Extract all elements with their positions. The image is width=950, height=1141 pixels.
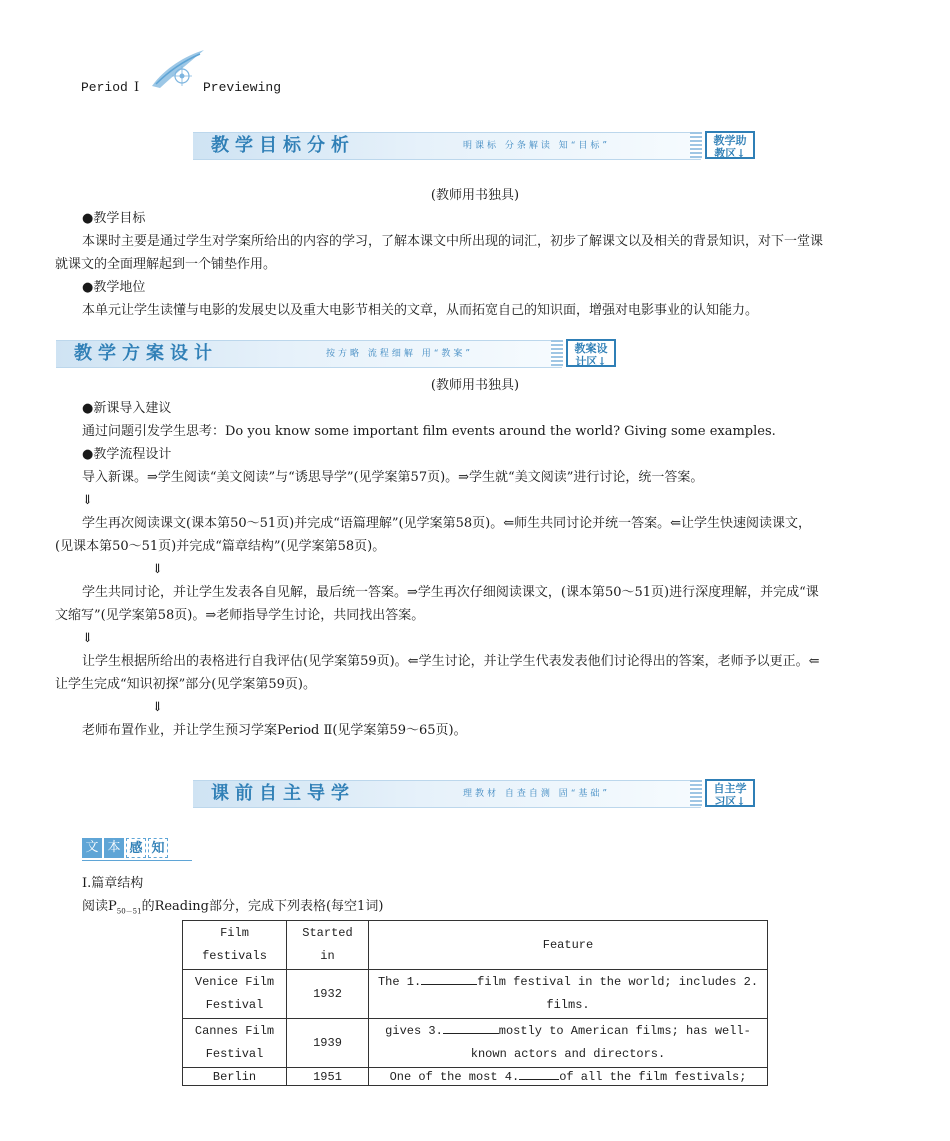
header-cell: Feature — [369, 921, 768, 970]
period-label: Period — [81, 80, 128, 95]
banner-title: 教学方案设计 — [74, 343, 218, 364]
compass-logo-icon — [150, 48, 205, 96]
header-cell: Film festivals — [183, 921, 287, 970]
tag-line-2: 教区↓ — [714, 147, 746, 160]
chip: 知 — [148, 838, 168, 858]
flow-arrow-1: ⇓ — [82, 493, 93, 508]
instruction-sub: 50－51 — [116, 907, 142, 916]
festival-feature — [369, 1019, 768, 1068]
tag-line-1: 教案设 — [574, 342, 608, 355]
banner-stripes — [690, 780, 702, 806]
flow-step-2-line-2: (见课本第50～51页)并完成“篇章结构”(见学案第58页)。 — [55, 539, 386, 554]
status-heading: ●教学地位 — [82, 280, 146, 295]
table-row — [183, 1019, 768, 1068]
chip: 本 — [104, 838, 124, 858]
instruction-pre: 阅读P — [82, 899, 117, 914]
table-row — [183, 1068, 768, 1086]
blank-3[interactable] — [443, 1033, 499, 1034]
banner-tag — [705, 131, 755, 159]
festival-year: 1951 — [287, 1068, 369, 1086]
flow-arrow-4: ⇓ — [152, 700, 163, 715]
festival-name: Venice Film Festival — [183, 970, 287, 1019]
tag-line-2: 习区↓ — [714, 795, 746, 808]
table-header-row — [183, 921, 768, 970]
festival-feature — [369, 1068, 768, 1086]
festival-year: 1932 — [287, 970, 369, 1019]
flow-step-4-line-1: 让学生根据所给出的表格进行自我评估(见学案第59页)。⇐学生讨论，并让学生代表发表他们讨论得出的答案，老师予以更正。⇐ — [82, 654, 820, 669]
flow-arrow-3: ⇓ — [82, 631, 93, 646]
banner-tag — [566, 339, 616, 367]
goal-heading: ●教学目标 — [82, 211, 146, 226]
feature-text: known actors and directors. — [470, 1047, 666, 1061]
teacher-note: (教师用书独具) — [430, 188, 520, 203]
flow-step-3-line-2: 文缩写”(见学案第58页)。⇒老师指导学生讨论，共同找出答案。 — [55, 608, 425, 623]
chip: 文 — [82, 838, 102, 858]
flow-step-2-line-1: 学生再次阅读课文(课本第50～51页)并完成“语篇理解”(见学案第58页)。⇐师生共同讨论并统一答案。⇐让学生快速阅读课文， — [82, 516, 811, 531]
tag-line-1: 自主学 — [713, 782, 747, 795]
feature-text: The 1. — [377, 975, 422, 989]
feature-text: films. — [546, 998, 590, 1012]
text-perception-label — [82, 838, 170, 858]
period-title: Previewing — [203, 80, 282, 95]
festival-year: 1939 — [287, 1019, 369, 1068]
flow-step-4-line-2: 让学生完成“知识初探”部分(见学案第59页)。 — [55, 677, 316, 692]
blank-4[interactable] — [519, 1079, 559, 1080]
banner-stripes — [690, 132, 702, 158]
feature-text: film festival in the world; includes 2. — [477, 975, 759, 989]
flow-arrow-2: ⇓ — [152, 562, 163, 577]
festival-name: Berlin — [183, 1068, 287, 1086]
banner-motto: 明课标 分条解读 知“目标” — [463, 141, 610, 151]
banner-tag — [705, 779, 755, 807]
goal-text-line-1: 本课时主要是通过学生对学案所给出的内容的学习，了解本课文中所出现的词汇，初步了解课文以及相关的背景知识，对下一堂课 — [82, 234, 824, 249]
film-festival-table — [182, 920, 768, 1086]
banner-self-study — [193, 780, 701, 808]
flow-step-1: 导入新课。⇒学生阅读“美文阅读”与“诱思导学”(见学案第57页)。⇒学生就“美文阅读”进行讨论，统一答案。 — [82, 470, 704, 485]
banner-stripes — [551, 340, 563, 366]
chip-underline — [82, 860, 192, 861]
feature-text: One of the most 4. — [389, 1070, 520, 1084]
feature-text: gives 3. — [385, 1024, 443, 1038]
banner-teaching-plan — [56, 340, 562, 368]
intro-text: 通过问题引发学生思考：Do you know some important film events around the world? Giving some examples. — [82, 424, 776, 439]
header-cell: Started in — [287, 921, 369, 970]
part-heading: Ⅰ.篇章结构 — [82, 876, 144, 891]
teacher-note: (教师用书独具) — [430, 378, 520, 393]
instruction-post: 的Reading部分，完成下列表格(每空1词) — [141, 899, 384, 914]
banner-motto: 按方略 流程细解 用“教案” — [326, 349, 473, 359]
banner-title: 教学目标分析 — [211, 135, 355, 156]
table-row — [183, 970, 768, 1019]
goal-text-line-2: 就课文的全面理解起到一个铺垫作用。 — [55, 257, 277, 272]
blank-1[interactable] — [421, 984, 477, 985]
feature-text: of all the film festivals; — [559, 1070, 747, 1084]
feature-text: mostly to American films; has well- — [498, 1024, 751, 1038]
flow-step-3-line-1: 学生共同讨论，并让学生发表各自见解，最后统一答案。⇒学生再次仔细阅读课文，(课本第50～51页)进行深度理解，并完成“课 — [82, 585, 819, 600]
flow-step-5: 老师布置作业，并让学生预习学案Period Ⅱ(见学案第59～65页)。 — [82, 723, 467, 738]
banner-teaching-goals — [193, 132, 701, 160]
status-text: 本单元让学生读懂与电影的发展史以及重大电影节相关的文章，从而拓宽自己的知识面，增强对电影事业的认知能力。 — [82, 303, 759, 318]
tag-line-2: 计区↓ — [575, 355, 607, 368]
flow-heading: ●教学流程设计 — [82, 447, 172, 462]
intro-heading: ●新课导入建议 — [82, 401, 172, 416]
period-numeral: Ⅰ — [134, 80, 140, 95]
banner-title: 课前自主导学 — [211, 783, 355, 804]
festival-name: Cannes Film Festival — [183, 1019, 287, 1068]
tag-line-1: 教学助 — [713, 134, 747, 147]
chip: 感 — [126, 838, 146, 858]
banner-motto: 理教材 自查自测 固“基础” — [463, 789, 610, 799]
festival-feature — [369, 970, 768, 1019]
